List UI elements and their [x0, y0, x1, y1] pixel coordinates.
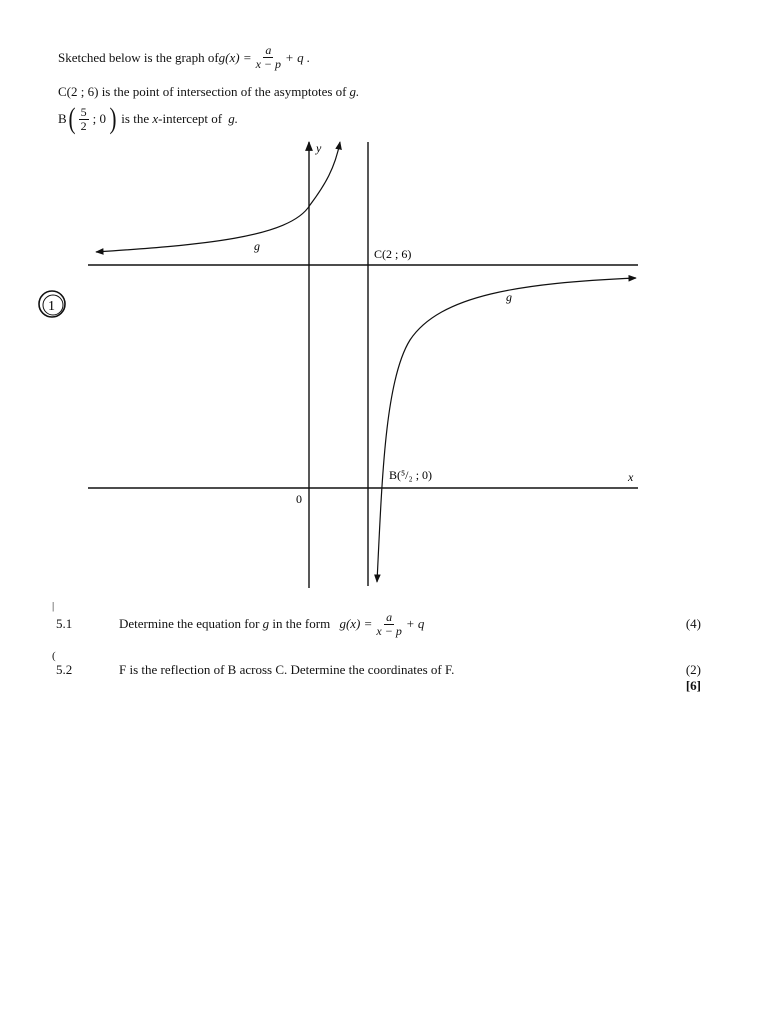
intercept-coord-tail: ; 0: [92, 111, 107, 126]
question-5-2: [0, 650, 768, 696]
question-margin-tick: |: [52, 600, 55, 612]
circled-mark-text: 1: [48, 299, 55, 314]
question-number: 5.2: [56, 662, 73, 677]
intercept-var: g.: [228, 111, 239, 126]
intercept-denominator: 2: [80, 118, 87, 133]
curve-branch-right: [377, 278, 636, 582]
intercept-tail: -intercept of: [158, 111, 226, 126]
question-var: g: [262, 616, 270, 631]
asymptote-var: g.: [349, 84, 360, 99]
question-func: g(x) =: [339, 616, 373, 631]
x-axis-label: x: [628, 470, 634, 484]
question-text: F is the reflection of B across C. Determine the coordinates of F.: [119, 662, 455, 677]
total-marks: [6]: [685, 678, 701, 693]
y-axis-label: y: [316, 141, 322, 155]
circled-mark: [39, 291, 65, 317]
question-denominator: x − p: [376, 623, 402, 638]
question-fraction: [374, 611, 403, 638]
intro-text: Sketched below is the graph of: [58, 49, 219, 65]
curve-label-upper: g: [254, 239, 260, 253]
function-name: g(x) =: [218, 49, 252, 65]
right-paren: ): [109, 102, 117, 135]
question-marks: (4): [685, 616, 701, 631]
question-number: 5.1: [56, 616, 73, 631]
question-text: [119, 608, 424, 640]
point-b-letter: B: [58, 111, 67, 126]
curve-label-right: g: [506, 290, 512, 304]
question-marks: (2): [685, 662, 701, 677]
question-mid: in the form: [269, 616, 334, 631]
function-tail: + q .: [285, 49, 311, 65]
question-5-1: [0, 600, 768, 642]
question-margin-tick: (: [52, 650, 56, 662]
curve-branch-left: [96, 142, 340, 252]
asymptote-text: C(2 ; 6) is the point of intersection of the asymptotes of: [58, 84, 347, 99]
fraction-denominator: x − p: [255, 57, 282, 71]
intercept-text: is the: [118, 111, 153, 126]
question-tail: + q: [405, 616, 425, 631]
origin-label: 0: [296, 492, 302, 506]
point-b-label: B(⁵/₂ ; 0): [389, 468, 433, 482]
intercept-x: x: [152, 111, 159, 126]
question-numerator: a: [386, 609, 393, 624]
point-c-label: C(2 ; 6): [374, 247, 412, 261]
question-prompt: Determine the equation for: [119, 616, 263, 631]
left-paren: (: [68, 102, 76, 135]
fraction-numerator: a: [265, 43, 272, 57]
intercept-numerator: 5: [80, 104, 87, 119]
